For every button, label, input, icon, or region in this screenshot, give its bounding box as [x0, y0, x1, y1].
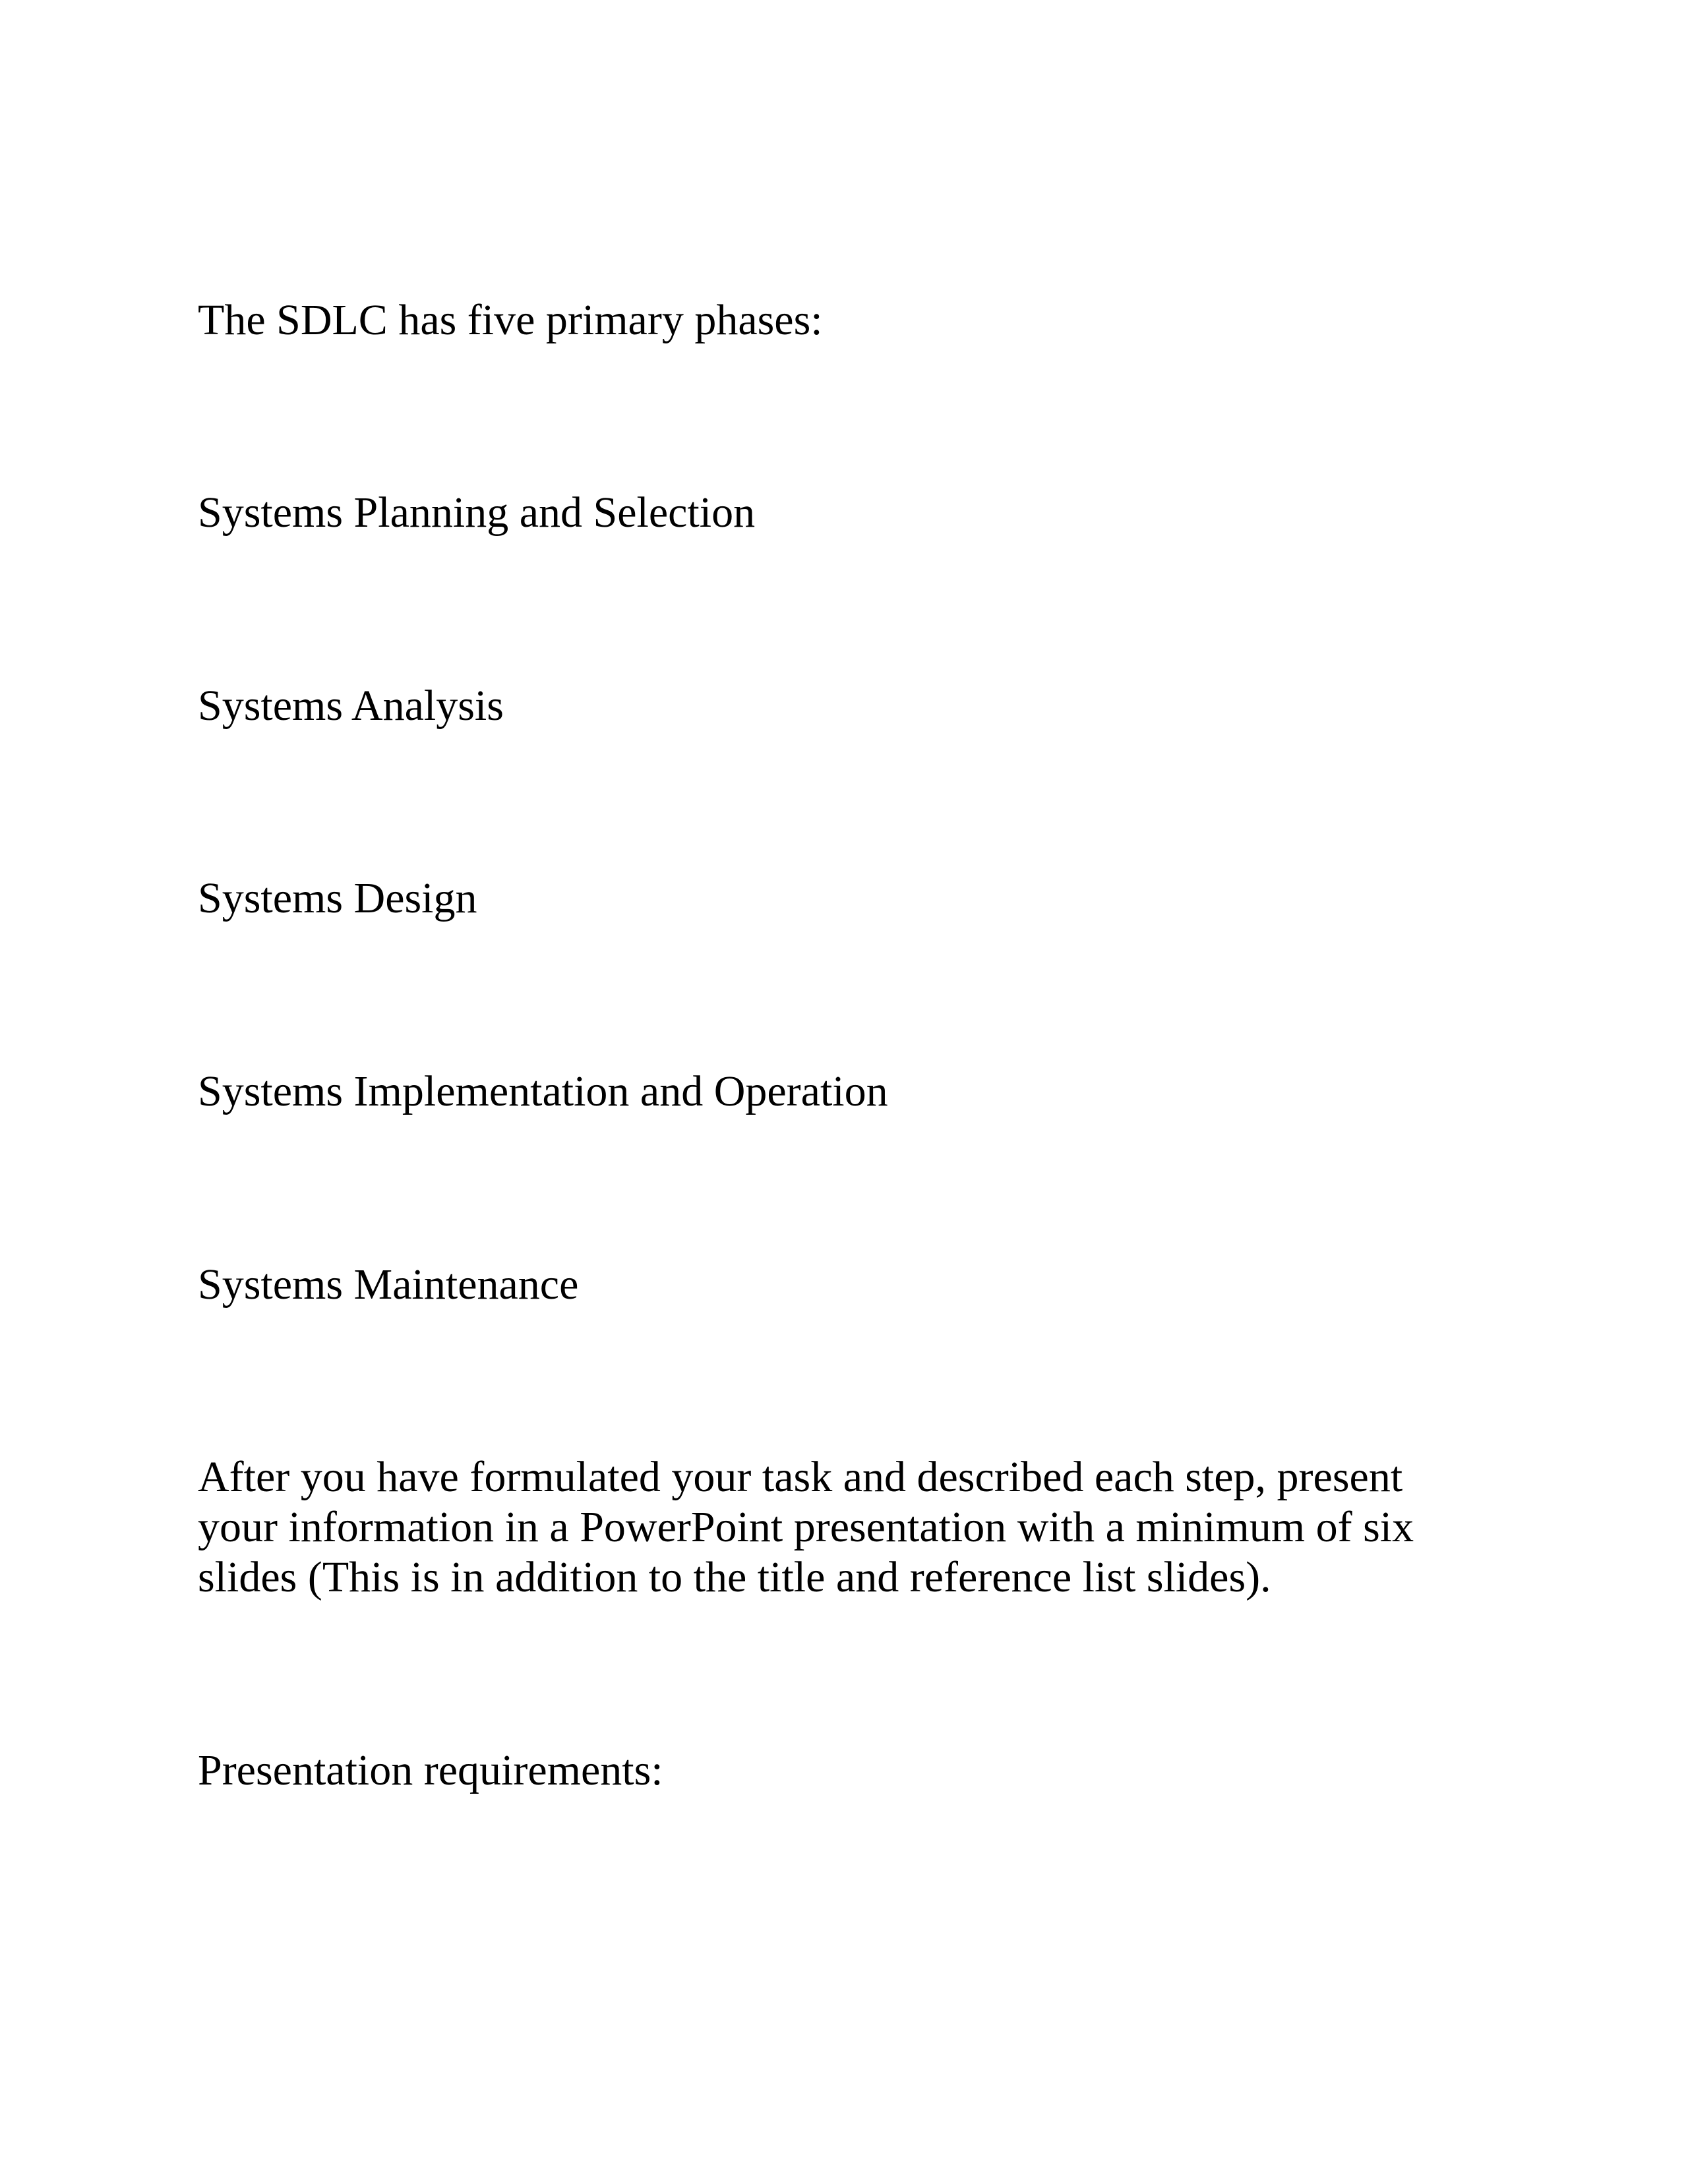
phase-item-planning: Systems Planning and Selection: [198, 488, 756, 537]
instructions-line: slides (This is in addition to the title and reference list slides).: [198, 1553, 1271, 1601]
phase-item-analysis: Systems Analysis: [198, 682, 504, 730]
instructions-paragraph: [198, 1452, 1490, 1603]
phase-item-implementation: Systems Implementation and Operation: [198, 1067, 888, 1115]
requirements-heading: Presentation requirements:: [198, 1746, 663, 1794]
phase-item-maintenance: Systems Maintenance: [198, 1260, 579, 1309]
phase-item-design: Systems Design: [198, 874, 477, 922]
instructions-line: After you have formulated your task and described each step, present: [198, 1453, 1403, 1501]
instructions-line: your information in a PowerPoint presentation with a minimum of six: [198, 1503, 1414, 1551]
intro-paragraph: The SDLC has five primary phases:: [198, 296, 823, 344]
